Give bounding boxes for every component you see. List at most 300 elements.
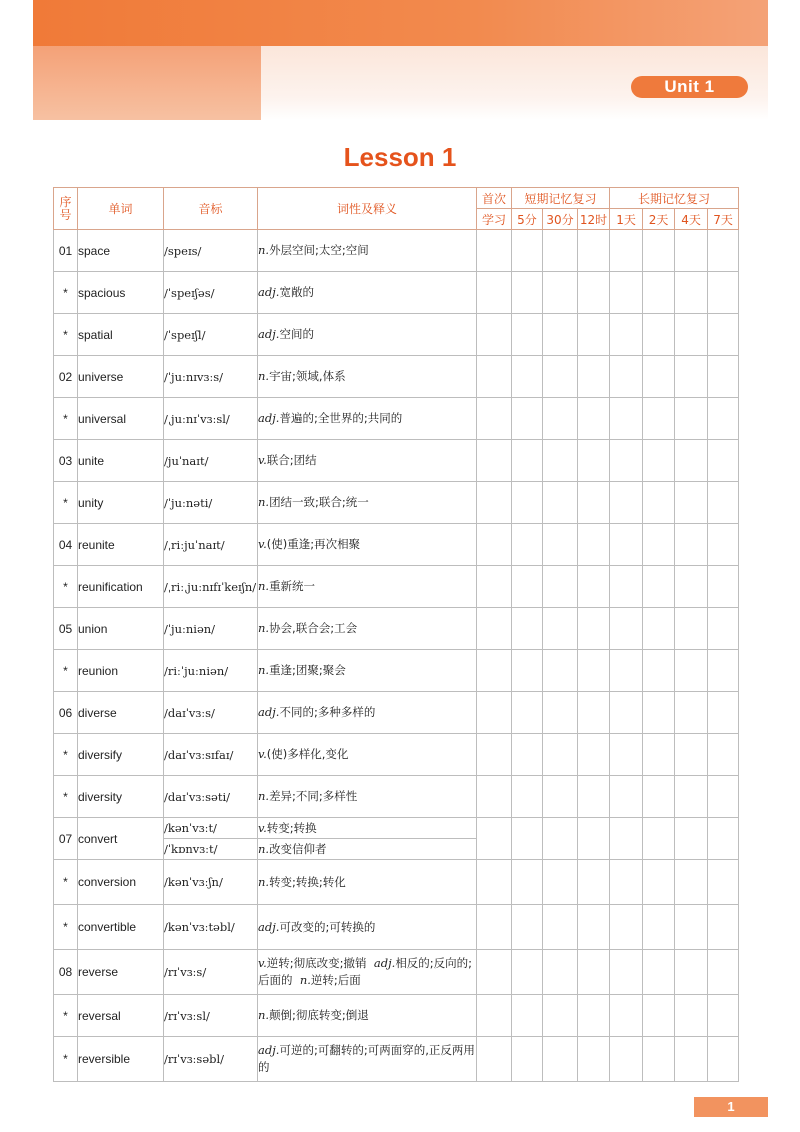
phonetic: /ˈkɒnvɜːt/: [164, 839, 258, 860]
review-checkbox-cell[interactable]: [643, 905, 675, 950]
part-of-speech: adj.: [258, 919, 280, 934]
word: convert: [78, 818, 164, 860]
review-checkbox-cell[interactable]: [477, 230, 512, 272]
review-checkbox-cell[interactable]: [708, 440, 739, 482]
part-of-speech: v.: [258, 956, 267, 970]
row-number: 07: [54, 818, 78, 860]
review-checkbox-cell[interactable]: [675, 860, 708, 905]
review-checkbox-cell[interactable]: [543, 314, 578, 356]
review-checkbox-cell[interactable]: [610, 314, 643, 356]
review-checkbox-cell[interactable]: [610, 860, 643, 905]
review-checkbox-cell[interactable]: [610, 818, 643, 860]
review-checkbox-cell[interactable]: [643, 440, 675, 482]
review-checkbox-cell[interactable]: [675, 818, 708, 860]
review-checkbox-cell[interactable]: [578, 398, 610, 440]
review-checkbox-cell[interactable]: [477, 608, 512, 650]
phonetic: /daɪˈvɜːs/: [164, 692, 258, 734]
review-checkbox-cell[interactable]: [543, 995, 578, 1037]
review-checkbox-cell[interactable]: [578, 524, 610, 566]
part-of-speech: n.: [299, 973, 311, 987]
phonetic: /daɪˈvɜːsɪfaɪ/: [164, 734, 258, 776]
word: conversion: [78, 860, 164, 905]
review-checkbox-cell[interactable]: [543, 692, 578, 734]
review-checkbox-cell[interactable]: [578, 608, 610, 650]
word: reversal: [78, 995, 164, 1037]
definition: 不同的;多种多样的: [279, 705, 376, 719]
meaning: [258, 608, 477, 650]
header-long-col: 2天: [643, 209, 675, 230]
unit-badge: Unit 1: [631, 76, 748, 98]
header-short-term: 短期记忆复习: [512, 188, 610, 209]
review-checkbox-cell[interactable]: [610, 566, 643, 608]
review-checkbox-cell[interactable]: [708, 1037, 739, 1082]
part-of-speech: adj.: [258, 411, 280, 425]
table-row: [54, 608, 739, 650]
vocabulary-rows: [54, 230, 739, 1082]
header-long-col: 7天: [708, 209, 739, 230]
review-checkbox-cell[interactable]: [643, 950, 675, 995]
review-checkbox-cell[interactable]: [543, 608, 578, 650]
review-checkbox-cell[interactable]: [477, 776, 512, 818]
review-checkbox-cell[interactable]: [477, 356, 512, 398]
meaning: [258, 734, 477, 776]
table-row: [54, 776, 739, 818]
phonetic: /ˈspeɪʃəs/: [164, 272, 258, 314]
review-checkbox-cell[interactable]: [477, 272, 512, 314]
phonetic: /ˌriːjuˈnaɪt/: [164, 524, 258, 566]
review-checkbox-cell[interactable]: [477, 692, 512, 734]
part-of-speech: n.: [258, 579, 270, 593]
table-row: [54, 482, 739, 524]
review-checkbox-cell[interactable]: [578, 272, 610, 314]
review-checkbox-cell[interactable]: [610, 692, 643, 734]
table-row: [54, 524, 739, 566]
review-checkbox-cell[interactable]: [543, 818, 578, 860]
phonetic: /riːˈjuːniən/: [164, 650, 258, 692]
review-checkbox-cell[interactable]: [675, 692, 708, 734]
meaning: [258, 950, 477, 995]
word: universe: [78, 356, 164, 398]
review-checkbox-cell[interactable]: [643, 776, 675, 818]
review-checkbox-cell[interactable]: [578, 566, 610, 608]
review-checkbox-cell[interactable]: [578, 818, 610, 860]
review-checkbox-cell[interactable]: [708, 566, 739, 608]
header-word: 单词: [78, 188, 164, 230]
definition: 空间的: [279, 327, 314, 341]
review-checkbox-cell[interactable]: [708, 905, 739, 950]
table-row: [54, 734, 739, 776]
review-checkbox-cell[interactable]: [675, 734, 708, 776]
review-checkbox-cell[interactable]: [643, 650, 675, 692]
review-checkbox-cell[interactable]: [477, 482, 512, 524]
review-checkbox-cell[interactable]: [543, 566, 578, 608]
review-checkbox-cell[interactable]: [610, 776, 643, 818]
review-checkbox-cell[interactable]: [708, 230, 739, 272]
meaning: [258, 482, 477, 524]
review-checkbox-cell[interactable]: [675, 995, 708, 1037]
review-checkbox-cell[interactable]: [610, 272, 643, 314]
definition: 重新统一: [269, 579, 316, 593]
definition: (使)重逢;再次相聚: [266, 537, 361, 551]
review-checkbox-cell[interactable]: [675, 1037, 708, 1082]
review-checkbox-cell[interactable]: [708, 398, 739, 440]
review-checkbox-cell[interactable]: [543, 272, 578, 314]
header-short-col: 12时: [578, 209, 610, 230]
meaning: [258, 272, 477, 314]
review-checkbox-cell[interactable]: [477, 818, 512, 860]
row-number: 01: [54, 230, 78, 272]
review-checkbox-cell[interactable]: [578, 482, 610, 524]
review-checkbox-cell[interactable]: [477, 1037, 512, 1082]
part-of-speech: n.: [258, 243, 270, 257]
review-checkbox-cell[interactable]: [675, 776, 708, 818]
review-checkbox-cell[interactable]: [543, 1037, 578, 1082]
row-number: *: [54, 995, 78, 1037]
row-number: *: [54, 734, 78, 776]
table-row: [54, 1037, 739, 1082]
word: universal: [78, 398, 164, 440]
review-checkbox-cell[interactable]: [512, 905, 543, 950]
review-checkbox-cell[interactable]: [675, 905, 708, 950]
review-checkbox-cell[interactable]: [512, 440, 543, 482]
review-checkbox-cell[interactable]: [477, 905, 512, 950]
review-checkbox-cell[interactable]: [512, 995, 543, 1037]
review-checkbox-cell[interactable]: [610, 650, 643, 692]
part-of-speech: n.: [258, 663, 270, 677]
definition: 逆转;后面: [310, 973, 361, 987]
table-row: [54, 314, 739, 356]
word: reunion: [78, 650, 164, 692]
review-checkbox-cell[interactable]: [512, 650, 543, 692]
review-checkbox-cell[interactable]: [708, 482, 739, 524]
header-band: [33, 0, 768, 46]
review-checkbox-cell[interactable]: [578, 776, 610, 818]
review-checkbox-cell[interactable]: [675, 230, 708, 272]
review-checkbox-cell[interactable]: [543, 905, 578, 950]
header-phonetic: 音标: [164, 188, 258, 230]
part-of-speech: n.: [258, 621, 270, 635]
review-checkbox-cell[interactable]: [543, 776, 578, 818]
review-checkbox-cell[interactable]: [578, 650, 610, 692]
header-long-term: 长期记忆复习: [610, 188, 739, 209]
phonetic: /speɪs/: [164, 230, 258, 272]
meaning: [258, 230, 477, 272]
review-checkbox-cell[interactable]: [477, 860, 512, 905]
review-checkbox-cell[interactable]: [708, 776, 739, 818]
word: diversify: [78, 734, 164, 776]
definition: 普遍的;全世界的;共同的: [279, 411, 403, 425]
row-number: *: [54, 482, 78, 524]
part-of-speech: adj.: [258, 1043, 280, 1057]
row-number: 06: [54, 692, 78, 734]
part-of-speech: v.: [258, 747, 267, 761]
row-number: *: [54, 905, 78, 950]
word: reverse: [78, 950, 164, 995]
table-row: [54, 566, 739, 608]
review-checkbox-cell[interactable]: [578, 734, 610, 776]
row-number: *: [54, 860, 78, 905]
review-checkbox-cell[interactable]: [643, 995, 675, 1037]
review-checkbox-cell[interactable]: [708, 356, 739, 398]
review-checkbox-cell[interactable]: [543, 398, 578, 440]
review-checkbox-cell[interactable]: [512, 1037, 543, 1082]
part-of-speech: n.: [258, 874, 270, 889]
row-number: *: [54, 566, 78, 608]
review-checkbox-cell[interactable]: [578, 356, 610, 398]
review-checkbox-cell[interactable]: [543, 482, 578, 524]
word: reunite: [78, 524, 164, 566]
review-checkbox-cell[interactable]: [610, 995, 643, 1037]
review-checkbox-cell[interactable]: [675, 566, 708, 608]
review-checkbox-cell[interactable]: [477, 995, 512, 1037]
word: reversible: [78, 1037, 164, 1082]
review-checkbox-cell[interactable]: [578, 950, 610, 995]
review-checkbox-cell[interactable]: [543, 440, 578, 482]
review-checkbox-cell[interactable]: [578, 314, 610, 356]
review-checkbox-cell[interactable]: [578, 692, 610, 734]
review-checkbox-cell[interactable]: [477, 440, 512, 482]
review-checkbox-cell[interactable]: [512, 524, 543, 566]
meaning: [258, 692, 477, 734]
row-number: *: [54, 776, 78, 818]
meaning: [258, 995, 477, 1037]
review-checkbox-cell[interactable]: [610, 608, 643, 650]
review-checkbox-cell[interactable]: [578, 230, 610, 272]
review-checkbox-cell[interactable]: [610, 398, 643, 440]
phonetic: /kənˈvɜːʃn/: [164, 860, 258, 905]
header-meaning: 词性及释义: [258, 188, 477, 230]
review-checkbox-cell[interactable]: [610, 950, 643, 995]
review-checkbox-cell[interactable]: [543, 230, 578, 272]
review-checkbox-cell[interactable]: [675, 650, 708, 692]
phonetic: /ˈspeɪʃl/: [164, 314, 258, 356]
phonetic: /kənˈvɜːtəbl/: [164, 905, 258, 950]
header-short-col: 30分: [543, 209, 578, 230]
part-of-speech: n.: [258, 495, 270, 509]
header-block-left: [33, 46, 261, 120]
row-number: *: [54, 1037, 78, 1082]
review-checkbox-cell[interactable]: [708, 608, 739, 650]
review-checkbox-cell[interactable]: [708, 692, 739, 734]
review-checkbox-cell[interactable]: [643, 860, 675, 905]
meaning: [258, 818, 477, 839]
review-checkbox-cell[interactable]: [512, 818, 543, 860]
word: spacious: [78, 272, 164, 314]
review-checkbox-cell[interactable]: [643, 566, 675, 608]
header-short-col: 5分: [512, 209, 543, 230]
review-checkbox-cell[interactable]: [643, 524, 675, 566]
review-checkbox-cell[interactable]: [512, 608, 543, 650]
review-checkbox-cell[interactable]: [512, 860, 543, 905]
review-checkbox-cell[interactable]: [708, 734, 739, 776]
review-checkbox-cell[interactable]: [708, 524, 739, 566]
review-checkbox-cell[interactable]: [543, 734, 578, 776]
review-checkbox-cell[interactable]: [643, 734, 675, 776]
review-checkbox-cell[interactable]: [675, 524, 708, 566]
review-checkbox-cell[interactable]: [477, 566, 512, 608]
table-row: [54, 272, 739, 314]
review-checkbox-cell[interactable]: [708, 950, 739, 995]
review-checkbox-cell[interactable]: [643, 608, 675, 650]
review-checkbox-cell[interactable]: [512, 398, 543, 440]
phonetic: /rɪˈvɜːsl/: [164, 995, 258, 1037]
part-of-speech: adj.: [258, 285, 280, 299]
review-checkbox-cell[interactable]: [643, 482, 675, 524]
meaning: [258, 440, 477, 482]
word: spatial: [78, 314, 164, 356]
table-row: [54, 995, 739, 1037]
review-checkbox-cell[interactable]: [675, 272, 708, 314]
row-number: *: [54, 650, 78, 692]
review-checkbox-cell[interactable]: [675, 398, 708, 440]
review-checkbox-cell[interactable]: [578, 1037, 610, 1082]
header-index: 序号: [54, 188, 78, 230]
review-checkbox-cell[interactable]: [675, 482, 708, 524]
review-checkbox-cell[interactable]: [643, 818, 675, 860]
review-checkbox-cell[interactable]: [512, 734, 543, 776]
review-checkbox-cell[interactable]: [512, 356, 543, 398]
review-checkbox-cell[interactable]: [643, 230, 675, 272]
vocabulary-table: [53, 187, 739, 1082]
meaning: [258, 398, 477, 440]
review-checkbox-cell[interactable]: [610, 440, 643, 482]
table-row: [54, 356, 739, 398]
definition: (使)多样化,变化: [266, 747, 349, 761]
review-checkbox-cell[interactable]: [610, 230, 643, 272]
definition: 可逆的;可翻转的;可两面穿的,正反两用的: [258, 1043, 475, 1074]
meaning: [258, 860, 477, 905]
review-checkbox-cell[interactable]: [543, 950, 578, 995]
part-of-speech: n.: [258, 789, 270, 803]
definition: 转变;转换: [266, 820, 317, 835]
meaning: [258, 650, 477, 692]
word: diversity: [78, 776, 164, 818]
review-checkbox-cell[interactable]: [512, 566, 543, 608]
review-checkbox-cell[interactable]: [543, 356, 578, 398]
table-row: [54, 860, 739, 905]
table-row: [54, 650, 739, 692]
page-number: 1: [694, 1097, 768, 1117]
review-checkbox-cell[interactable]: [543, 650, 578, 692]
review-checkbox-cell[interactable]: [708, 995, 739, 1037]
review-checkbox-cell[interactable]: [675, 608, 708, 650]
review-checkbox-cell[interactable]: [675, 440, 708, 482]
definition: 协会,联合会;工会: [269, 621, 358, 635]
definition: 团结一致;联合;统一: [269, 495, 369, 509]
review-checkbox-cell[interactable]: [610, 1037, 643, 1082]
review-checkbox-cell[interactable]: [578, 860, 610, 905]
lesson-title: Lesson 1: [343, 142, 457, 172]
meaning: [258, 1037, 477, 1082]
review-checkbox-cell[interactable]: [643, 1037, 675, 1082]
word: union: [78, 608, 164, 650]
review-checkbox-cell[interactable]: [477, 524, 512, 566]
review-checkbox-cell[interactable]: [643, 398, 675, 440]
table-row: [54, 230, 739, 272]
review-checkbox-cell[interactable]: [643, 692, 675, 734]
review-checkbox-cell[interactable]: [708, 314, 739, 356]
review-checkbox-cell[interactable]: [708, 650, 739, 692]
definition: 差异;不同;多样性: [269, 789, 358, 803]
part-of-speech: n.: [258, 841, 270, 856]
part-of-speech: adj.: [258, 705, 280, 719]
phonetic: /juˈnaɪt/: [164, 440, 258, 482]
review-checkbox-cell[interactable]: [610, 905, 643, 950]
header-first: 首次: [477, 188, 512, 209]
review-checkbox-cell[interactable]: [610, 524, 643, 566]
review-checkbox-cell[interactable]: [512, 950, 543, 995]
table-row: [54, 905, 739, 950]
word: reunification: [78, 566, 164, 608]
review-checkbox-cell[interactable]: [477, 950, 512, 995]
definition: 可改变的;可转换的: [279, 919, 376, 934]
part-of-speech: n.: [258, 1008, 270, 1022]
review-checkbox-cell[interactable]: [643, 356, 675, 398]
review-checkbox-cell[interactable]: [610, 734, 643, 776]
meaning: [258, 356, 477, 398]
review-checkbox-cell[interactable]: [512, 776, 543, 818]
part-of-speech: v.: [258, 820, 267, 835]
review-checkbox-cell[interactable]: [477, 314, 512, 356]
phonetic: /rɪˈvɜːs/: [164, 950, 258, 995]
review-checkbox-cell[interactable]: [675, 314, 708, 356]
review-checkbox-cell[interactable]: [512, 230, 543, 272]
word: diverse: [78, 692, 164, 734]
definition: 改变信仰者: [269, 841, 327, 856]
review-checkbox-cell[interactable]: [477, 734, 512, 776]
review-checkbox-cell[interactable]: [512, 314, 543, 356]
review-checkbox-cell[interactable]: [675, 356, 708, 398]
review-checkbox-cell[interactable]: [643, 272, 675, 314]
meaning: [258, 524, 477, 566]
meaning: [258, 905, 477, 950]
table-row: [54, 692, 739, 734]
definition: 宇宙;领域,体系: [269, 369, 346, 383]
review-checkbox-cell[interactable]: [708, 818, 739, 860]
review-checkbox-cell[interactable]: [610, 482, 643, 524]
definition: 外层空间;太空;空间: [269, 243, 369, 257]
part-of-speech: v.: [258, 537, 267, 551]
review-checkbox-cell[interactable]: [512, 272, 543, 314]
part-of-speech: v.: [258, 453, 267, 467]
definition: 宽敞的: [279, 285, 314, 299]
review-checkbox-cell[interactable]: [477, 398, 512, 440]
review-checkbox-cell[interactable]: [512, 692, 543, 734]
part-of-speech: adj.: [373, 956, 396, 970]
review-checkbox-cell[interactable]: [708, 272, 739, 314]
review-checkbox-cell[interactable]: [708, 860, 739, 905]
phonetic: /ˈjuːniən/: [164, 608, 258, 650]
definition: 逆转;彻底改变;撤销: [266, 956, 367, 970]
review-checkbox-cell[interactable]: [578, 905, 610, 950]
review-checkbox-cell[interactable]: [578, 440, 610, 482]
review-checkbox-cell[interactable]: [578, 995, 610, 1037]
review-checkbox-cell[interactable]: [643, 314, 675, 356]
phonetic: /ˌjuːnɪˈvɜːsl/: [164, 398, 258, 440]
review-checkbox-cell[interactable]: [543, 524, 578, 566]
review-checkbox-cell[interactable]: [543, 860, 578, 905]
meaning: [258, 839, 477, 860]
review-checkbox-cell[interactable]: [675, 950, 708, 995]
row-number: 02: [54, 356, 78, 398]
review-checkbox-cell[interactable]: [477, 650, 512, 692]
review-checkbox-cell[interactable]: [512, 482, 543, 524]
part-of-speech: adj.: [258, 327, 280, 341]
part-of-speech: n.: [258, 369, 270, 383]
phonetic: /ˈjuːnɪvɜːs/: [164, 356, 258, 398]
header-first-sub: 学习: [477, 209, 512, 230]
review-checkbox-cell[interactable]: [610, 356, 643, 398]
